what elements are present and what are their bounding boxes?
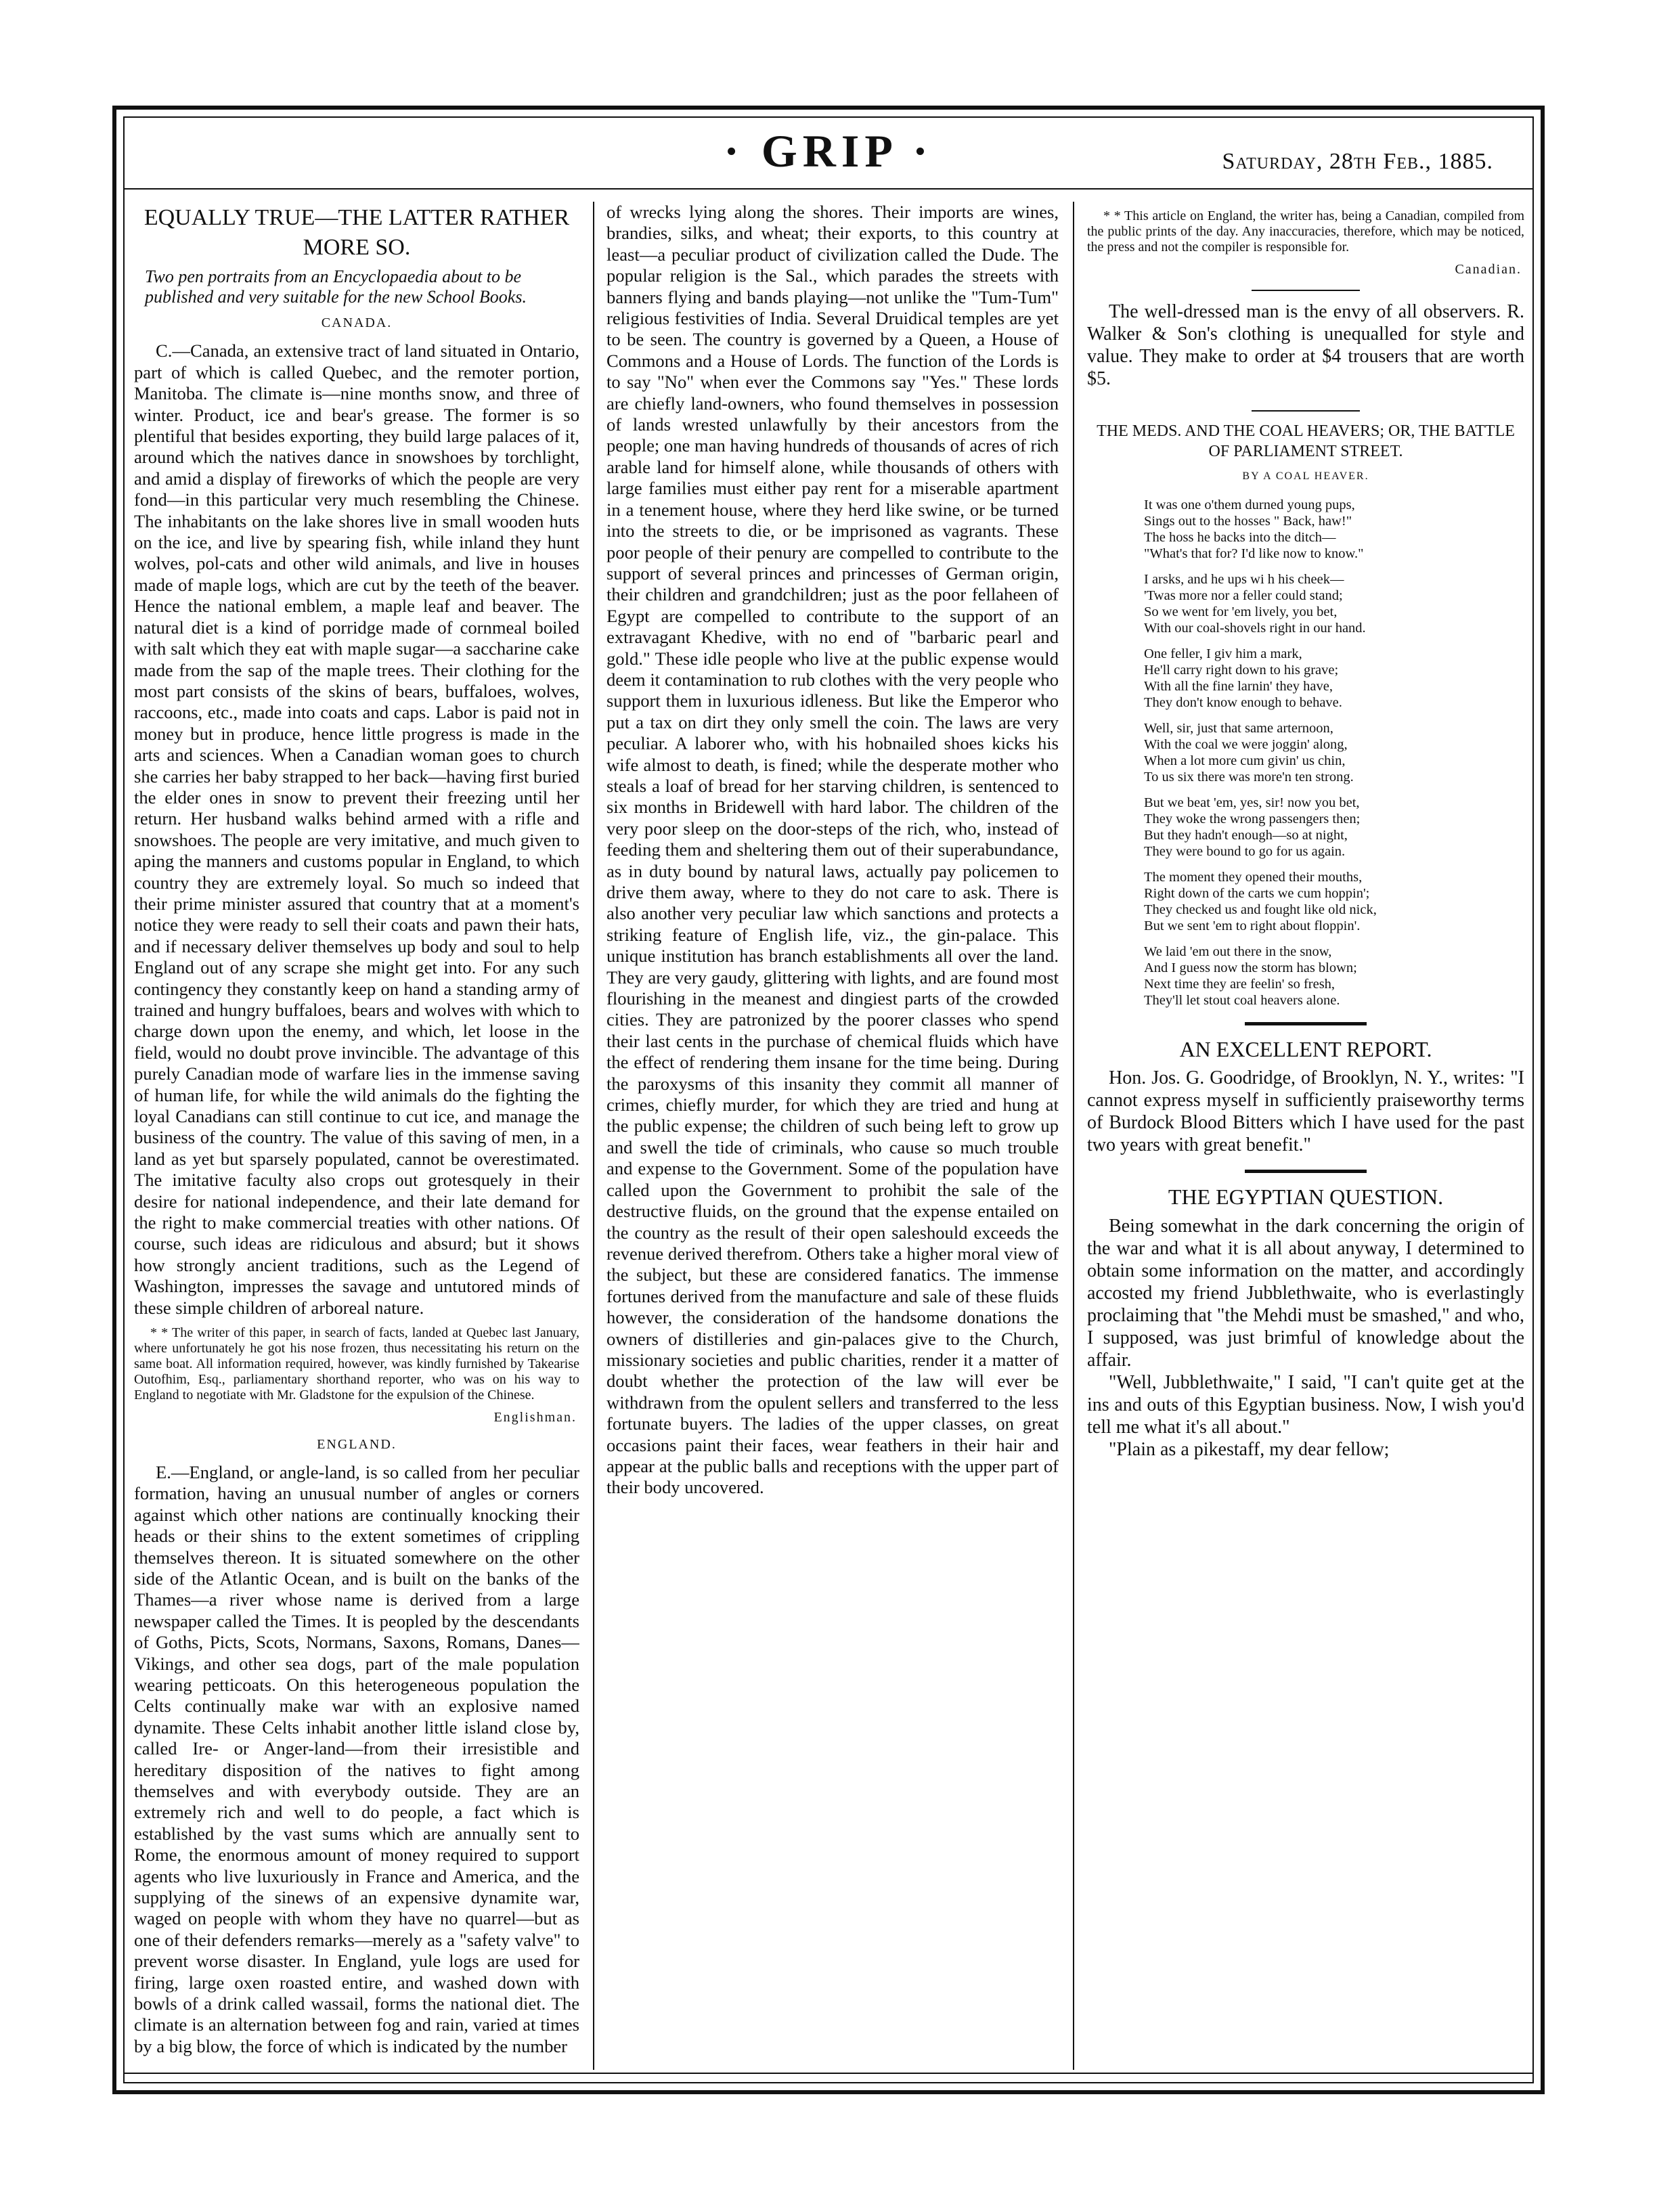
poem-line: And I guess now the storm has blown; [1144,960,1357,975]
poem-line: They'll let stout coal heavers alone. [1144,992,1340,1008]
walker-advertisement: The well-dressed man is the envy of all observers. R. Walker & Son's clothing is unequalled for style and value. They make to order at $4 trousers that are worth $5. [1087,301,1524,390]
england-signature: Canadian. [1455,262,1522,277]
column-3 [1087,202,1524,2070]
masthead [123,116,1534,184]
poem-line: Well, sir, just that same arternoon, [1144,720,1333,736]
poem-stanza [1144,869,1524,934]
poem-line: But they hadn't enough—so at night, [1144,827,1348,843]
poem-line: I arsks, and he ups wi h his cheek— [1144,571,1344,587]
article-subtitle: Two pen portraits from an Encyclopaedia about to be published and very suitable for the new School Books. [145,267,527,307]
section-heading-canada: CANADA. [321,315,393,330]
poem-line: Right down of the carts we cum hoppin'; [1144,885,1370,901]
poem-line: When a lot more cum givin' us chin, [1144,753,1346,768]
poem-stanza [1144,944,1524,1009]
egypt-title: THE EGYPTIAN QUESTION. [1168,1185,1444,1210]
poem-stanza [1144,646,1524,711]
masthead-rule [123,188,1534,190]
poem-line: With all the fine larnin' they have, [1144,678,1333,694]
england-paragraph-continued: of wrecks lying along the shores. Their imports are wines, brandies, silks, and wheat; their exports, to this country at least—a peculiar product of civilization called the Dude. The popular religion is the Sal., which parades the streets with banners flying and bands playing—not unlike the "Tum-Tum" religious festivities of India. Several Druidical temples are yet to be seen. The country is governed by a Queen, a House of Commons and a House of Lords. The function of the Lords is to say "No" when ever the Commons say "Yes." These lords are chiefly land-owners, who found themselves in possession of lands wrested unlawfully by their ancestors from the people; one man having hundreds of thousands of acres of rich arable land for himself alone, while thousands of others with large families must either pay rent for a miserable apartment in a tenement house, where they herd like swine, or be turned into the streets to die, or be imprisoned as vagrants. These poor people of their penury are compelled to contribute to the support of several princes and princesses of German origin, their children and grandchildren; just as the poor fellaheen of Egypt are compelled to contribute to the support of an extravagant Khedive, with no end of "barbaric pearl and gold." These idle people who live at the public expense would deem it contamination to rub clothes with the very people who support them in luxurious idleness. But like the Emperor who put a tax on dirt they only smell the coin. The laws are very peculiar. A laborer who, with his hobnailed shoes kicks his wife almost to death, is fined; while the desperate mother who steals a loaf of bread for her starving children, is sentenced to six months in Bridewell with hard labor. The children of the very poor sleep on the door-steps of the rich, who, instead of feeding them and sheltering them out of their superabundance, as in duty bound by natural laws, actually pay policemen to drive them away, where to they do not care to ask. There is also another very peculiar law which sanctions and protects a striking feature of English life, viz., the gin-palace. This unique institution has branch establishments all over the land. They are very gaudy, glittering with lights, and are found most flourishing in the meanest and dingiest parts of the crowded cities. They are patronized by the poorer classes who spend their last cents in the purchase of chemical fluids which have the effect of rendering them insane for the time being. During the paroxysms of this insanity they commit all manner of crimes, chiefly murder, for which they are tried and hung at the public expense; the children of such being left to grow up and swell the tide of criminals, who cause so much trouble and expense to the Government. Some of the population have called upon the Government to prohibit the sale of the destructive fluids, on the ground that the expense entailed on the country as the result of their open saleshould exceeds the revenue derived therefrom. Others take a higher moral view of the subject, but these are considered fanatics. The immense fortunes derived from the manufacture and sale of these fluids however, the consideration of the handsome donations the owners of distilleries and gin-palaces give to the Church, missionary societies and public charities, render it a matter of doubt whether the protection of the law will ever be withdrawn from the opulent sellers and transferred to the less fortunate buyers. The ladies of the upper classes, on great occasions paint their faces, wear feathers in their hair and appear at the public balls and receptions with the upper part of their body uncovered. [606,202,1059,1498]
poem-line: One feller, I giv him a mark, [1144,646,1302,661]
column-2 [606,202,1059,2070]
poem-line: But we beat 'em, yes, sir! now you bet, [1144,795,1360,810]
masthead-title: · GRIP · [724,125,933,177]
poem-line: With the coal we were joggin' along, [1144,736,1348,752]
egypt-paragraph: Being somewhat in the dark concerning the origin of the war and what it is all about anyway, I determined to obtain some information on the matter, and accordingly accosted my friend Jubblethwaite, who is everlastingly proclaiming that "the Mehdi must be smashed," and who, I supposed, was just brimful of knowledge about the affair. [1087,1215,1524,1371]
canada-paragraph: C.—Canada, an extensive tract of land situated in Ontario, part of which is called Quebec, and the remoter portion, Manitoba. The climate is—nine months snow, and three of winter. Product, ice and bear's grease. The former is so plentiful that besides exporting, they build large palaces of it, around which the natives dance in snowshoes by torchlight, and amid a display of fireworks of which the people are very fond—in this particular very much resembling the Chinese. The inhabitants on the lake shores live in small wooden huts on the ice, and live by spearing fish, while inland they hunt wolves, pol-cats and other wild animals, and live in houses made of maple logs, which are cut by the teeth of the beaver. Hence the national emblem, a maple leaf and beaver. The natural diet is a kind of porridge made of cornmeal boiled with salt which they eat with maple sugar—a saccharine cake made from the sap of the maple trees. Their clothing for the most part consists of the skins of bears, buffaloes, wolves, raccoons, etc., made into coats and caps. Labor is paid not in money but in produce, hence little progress is made in the arts and sciences. When a Canadian woman goes to church she carries her baby strapped to her back—having first buried the elder ones in snow to prevent their freezing until her return. Her husband walks behind armed with a rifle and snowshoes. The people are very imitative, and much given to aping the manners and customs popular in England, to which country they are extremely loyal. So much so indeed that their prime minister assured that country that at a moment's notice they were ready to sell their coats and pawn their hats, and if necessary deliver themselves up body and soul to help England out of any scrape she might get into. For any such contingency they constantly keep on hand a standing army of trained and hungry buffaloes, bears and wolves with which to charge down upon the enemy, and which, let loose in the field, would no doubt prove invincible. The advantage of this purely Canadian mode of warfare lies in the immense saving of human life, for while the wild animals do the fighting the loyal Canadians can still continue to cut ice, and manage the business of the country. The value of this saving of men, in a land as yet but sparsely populated, cannot be overestimated. The imitative faculty also crops out grotesquely in their desire for national independence, and their late demand for the right to make commercial treaties with other nations. Of course, such ideas are ridiculous and absurd; but it shows how strongly ancient traditions, such as the Legend of Washington, impresses the savage and untutored minds of these simple children of arboreal nature. [134,340,579,1318]
poem-stanza [1144,795,1524,860]
column-1 [134,202,579,2070]
column-rule [593,202,594,2070]
section-heading-england: ENGLAND. [317,1436,397,1452]
column-rule [1073,202,1074,2070]
canada-signature: Englishman. [493,1410,577,1425]
england-paragraph: E.—England, or angle-land, is so called from her peculiar formation, having an unusual number of angles or corners against which other nations are continually knocking their heads or their shins to the extent sometimes of crippling themselves thereon. It is situated somewhere on the other side of the Atlantic Ocean, and is built on the banks of the Thames—a river whose name is derived from a large newspaper called the Times. It is peopled by the descendants of Goths, Picts, Scots, Normans, Saxons, Romans, Danes—Vikings, and other sea dogs, part of the male population wearing petticoats. On this heterogeneous population the Celts continually make war with an explosive named dynamite. These Celts inhabit another little island close by, called Ire- or Anger-land—from their irresistible and hereditary disposition of the natives to fight among themselves and with everybody outside. They are an extremely rich and well to do people, a fact which is established by the vast sums which are annually sent to Rome, the enormous amount of money required to support agents who live luxuriously in France and America, and the supplying of the sinews of an expensive dynamite war, waged on people with whom they have no quarrel—but as one of their defenders remarks—merely as a "safety valve" to prevent worse disaster. In England, yule logs are used for firing, large oxen roasted entire, and washed down with bowls of a drink called wassail, forms the national diet. The climate is an alternation between fog and rain, varied at times by a big blow, the force of which is indicated by the number [134,1461,579,2056]
poem-line: It was one o'them durned young pups, [1144,497,1355,512]
canada-footnote: * * The writer of this paper, in search of facts, landed at Quebec last January, where unfortunately he got his nose frozen, thus necessitating his return on the same boat. All information required, however, was kindly furnished by Takearise Outofhim, Esq., parliamentary shorthand reporter, who was on his way to England to negotiate with Mr. Gladstone for the expulsion of the Chinese. [134,1325,579,1403]
poem-line: They woke the wrong passengers then; [1144,811,1361,826]
poem-line: We laid 'em out there in the snow, [1144,944,1332,959]
poem-line: They checked us and fought like old nick, [1144,902,1377,917]
egypt-paragraph: "Well, Jubblethwaite," I said, "I can't quite get at the ins and outs of this Egyptian business. Now, I wish you'd tell me what it's all about." [1087,1371,1524,1438]
poem-stanza [1144,497,1524,562]
poem-title: THE MEDS. AND THE COAL HEAVERS; OR, THE BATTLE OF PARLIAMENT STREET. [1097,422,1515,461]
egypt-paragraph: "Plain as a pikestaff, my dear fellow; [1109,1438,1390,1460]
poem-line: Next time they are feelin' so fresh, [1144,976,1335,992]
poem-line: "What's that for? I'd like now to know." [1144,546,1364,561]
article-title: EQUALLY TRUE—THE LATTER RATHER MORE SO. [143,205,570,260]
divider [1252,410,1360,412]
england-footnote: * * This article on England, the writer has, being a Canadian, compiled from the public prints of the day. Any inaccuracies, therefore, which may be noticed, the press and not the compiler is responsible for. [1087,208,1524,255]
poem-stanza [1144,571,1524,636]
masthead-date: Saturday, 28th Feb., 1885. [1222,149,1493,174]
bottom-rule [123,2073,1534,2074]
poem-line: They don't know enough to behave. [1144,694,1342,710]
poem-line: The hoss he backs into the ditch— [1144,529,1336,545]
divider [1245,1170,1367,1173]
poem-line: So we went for 'em lively, you bet, [1144,604,1338,619]
report-text: Hon. Jos. G. Goodridge, of Brooklyn, N. Y., writes: "I cannot express myself in sufficiently praiseworthy terms of Burdock Blood Bitters which I have used for the past two years with great benefit." [1087,1067,1524,1156]
poem-byline: BY A COAL HEAVER. [1242,470,1369,483]
poem-body [1087,497,1524,1009]
poem-line: To us six there was more'n ten strong. [1144,769,1354,784]
poem-line: With our coal-shovels right in our hand. [1144,620,1366,636]
poem-line: The moment they opened their mouths, [1144,869,1363,885]
poem-stanza [1144,720,1524,785]
poem-line: But we sent 'em to right about floppin'. [1144,918,1361,933]
divider [1252,290,1360,291]
divider [1245,1022,1367,1025]
poem-line: He'll carry right down to his grave; [1144,662,1339,678]
poem-line: They were bound to go for us again. [1144,843,1346,859]
report-title: AN EXCELLENT REPORT. [1179,1036,1432,1061]
poem-line: Sings out to the hosses " Back, haw!" [1144,513,1352,529]
poem-line: 'Twas more nor a feller could stand; [1144,588,1343,603]
